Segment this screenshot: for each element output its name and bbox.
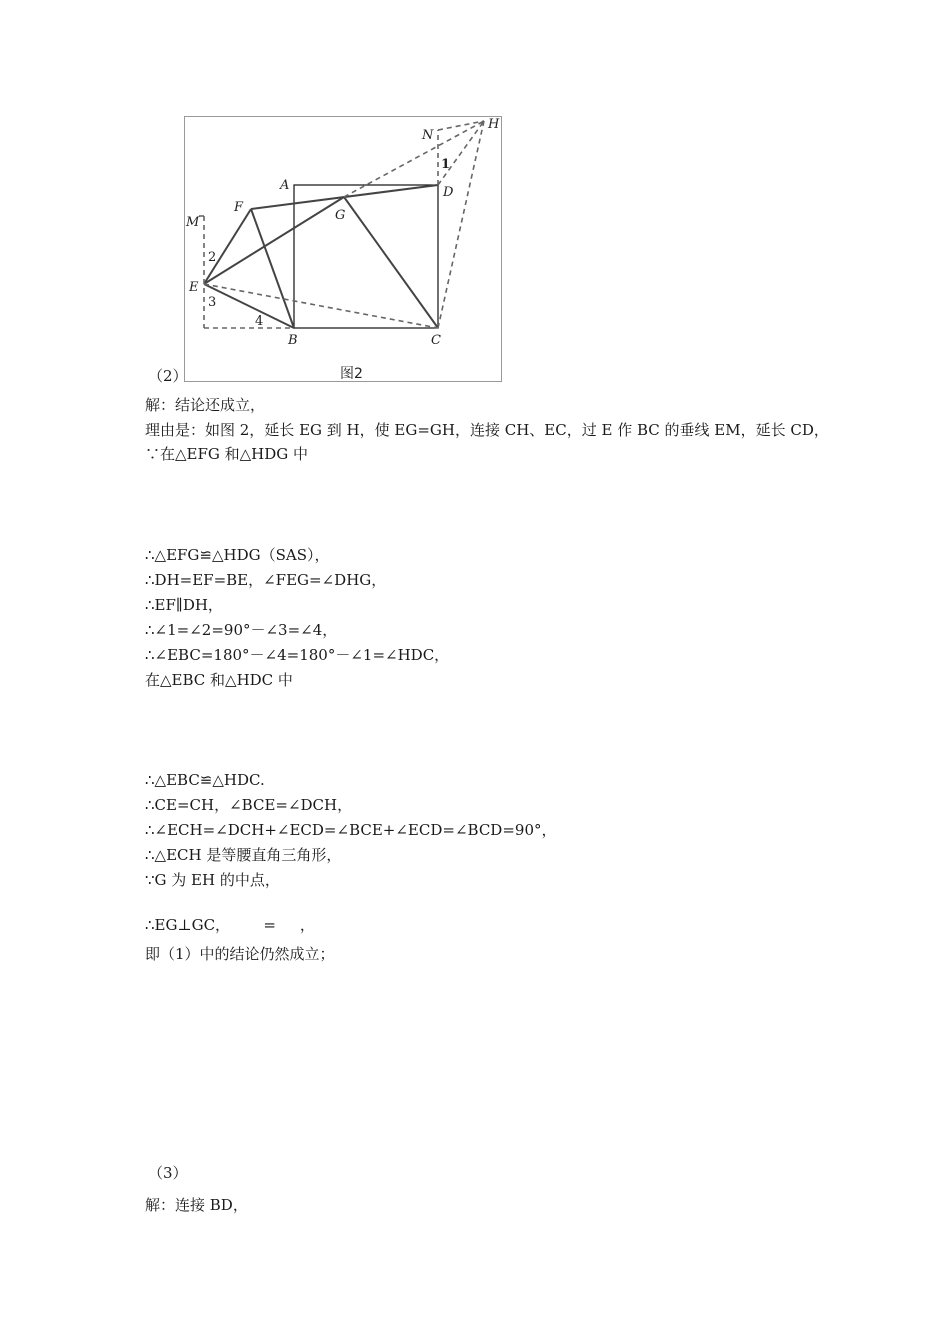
text-line: ∴∠ECH=∠DCH+∠ECD=∠BCE+∠ECD=∠BCD=90°， (145, 821, 557, 839)
label-f: F (234, 200, 244, 215)
label-n: N (422, 128, 434, 143)
text-line: ∴△EBC≌△HDC. (145, 771, 265, 789)
segment-nh (438, 121, 484, 130)
text-line: ∴EF∥DH， (145, 596, 223, 614)
label-g: G (335, 208, 346, 223)
text-line: ∴∠1=∠2=90°－∠3=∠4， (145, 621, 338, 639)
label-d: D (443, 185, 454, 200)
segment-ec (204, 284, 438, 328)
segment-ef (204, 209, 251, 284)
part-3-label: （3） (148, 1164, 188, 1182)
figure-frame (185, 117, 502, 382)
figure-caption: 图2 (340, 366, 363, 382)
text-line: ∴△EFG≌△HDG（SAS）， (145, 546, 330, 564)
angle-label-4: 4 (255, 314, 264, 329)
angle-label-3: 3 (208, 295, 217, 310)
square-abcd (294, 185, 438, 328)
angle-label-1: 1 (441, 157, 451, 172)
text-line: 即（1）中的结论仍然成立； (145, 945, 335, 963)
dashed-segments (196, 121, 484, 328)
text-line: 在△EBC 和△HDC 中 (145, 671, 293, 689)
label-c: C (431, 333, 441, 348)
text-line: 理由是：如图 2，延长 EG 到 H，使 EG=GH，连接 CH、EC，过 E 作 BC 的垂线 EM，延长 CD， (145, 421, 829, 439)
geometry-figure-2 (184, 116, 502, 382)
text-line: ∴△ECH 是等腰直角三角形， (145, 846, 342, 864)
label-m: M (186, 215, 200, 230)
label-e: E (189, 280, 199, 295)
text-line: 解：结论还成立， (145, 396, 266, 414)
text-line: ∴DH=EF=BE，∠FEG=∠DHG， (145, 571, 387, 589)
text-line: ∴CE=CH，∠BCE=∠DCH， (145, 796, 353, 814)
segment-gh (344, 121, 484, 197)
segment-dh (438, 121, 484, 185)
figure-svg (184, 116, 502, 382)
text-line: 解：连接 BD， (145, 1196, 248, 1214)
text-line: ∴∠EBC=180°－∠4=180°－∠1=∠HDC， (145, 646, 450, 664)
label-a: A (280, 178, 290, 193)
text-line: ∵G 为 EH 的中点， (145, 871, 280, 889)
label-b: B (288, 333, 298, 348)
label-h: H (488, 117, 500, 132)
text-line: ∴EG⊥GC， = ， (145, 916, 315, 934)
angle-label-2: 2 (208, 250, 217, 265)
part-2-label: （2） (148, 367, 188, 385)
segment-gc (344, 197, 438, 328)
text-line: ∵在△EFG 和△HDG 中 (145, 445, 309, 463)
